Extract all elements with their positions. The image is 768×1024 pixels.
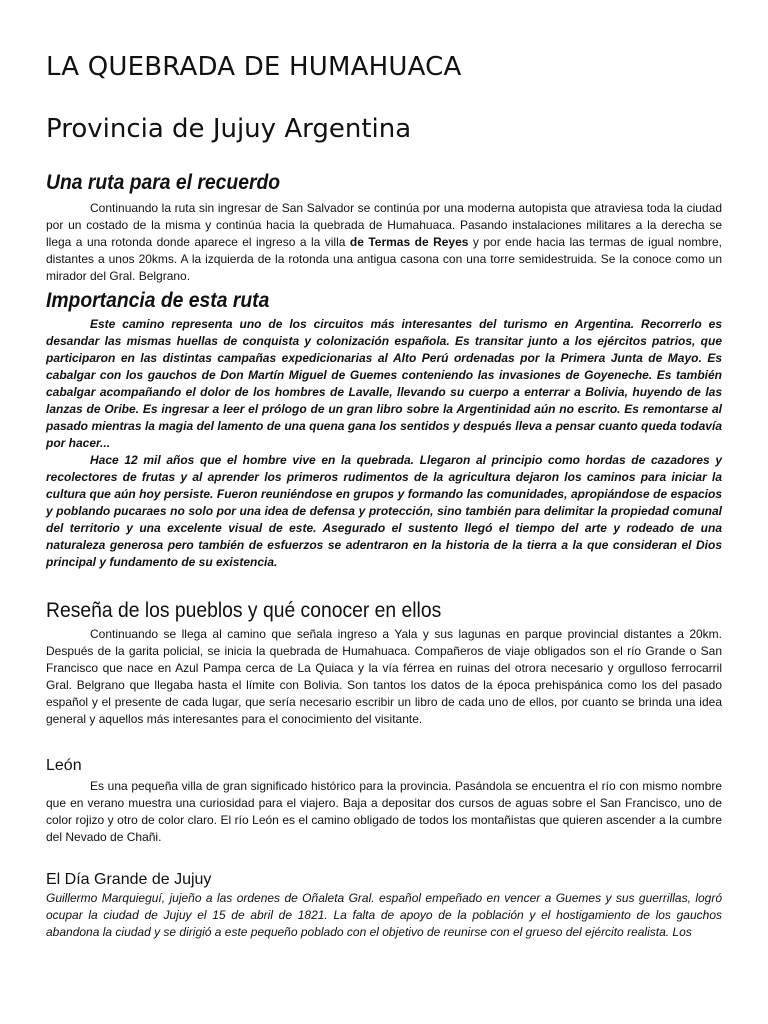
section-paragraph-dia-grande: Guillermo Marquieguí, jujeño a las ordenes de Oñaleta Gral. español empeñado en vencer a Guemes y sus guerrillas, logró ocupar la ciudad de Jujuy el 15 de abril de 1821. La falta de apoyo de la población y el hostigamiento de los gauchos abandona la ciudad y se dirigió a este pequeño poblado con el objetivo de reunirse con el grueso del ejército realista. Los [46, 891, 722, 939]
section-importancia [46, 288, 722, 571]
section-heading-importancia: Importancia de esta ruta [46, 289, 270, 312]
section-resena [46, 598, 722, 728]
section-paragraph-importancia-2: Hace 12 mil años que el hombre vive en la quebrada. Llegaron al principio como hordas de cazadores y recolectores de frutas y al aprender los primeros rudimentos de la agricultura dejaron los caminos para iniciar la cultura que aún hoy persiste. Fueron reuniéndose en grupos y formando las comunidades, apropiándose de espacios y poblando pucaraes no solo por una idea de defensa y protección, sino también para delimitar la propiedad comunal del territorio y una excelente visual de este. Asegurado el sustento llegó el tiempo del arte y rodeado de una naturaleza generosa pero también de esfuerzos se adentraron en la historia de la tierra a la que consideran el Dios principal y fundamento de su existencia. [46, 453, 722, 569]
paragraph-text: Continuando la ruta sin ingresar de San Salvador se continúa por una moderna autopista que atraviesa toda la ciudad por un costado de la misma y continúa hacia la quebrada de Humahuaca. Pasando instalaciones militares a la derecha se llega a una rotonda donde aparece el ingreso a la villa [46, 201, 722, 249]
paragraph-text: y por ende hacia las termas de igual nombre, distantes a unos 20kms. A la izquierda de la rotonda una antigua casona con una torre semidestruida. Se la conoce como un mirador del Gral. Belgrano. [46, 235, 723, 283]
document-subtitle: Provincia de Jujuy Argentina [46, 114, 412, 144]
section-ruta [46, 170, 722, 285]
section-paragraph-importancia-1: Este camino representa uno de los circuitos más interesantes del turismo en Argentina. Recorrerlo es desandar las mismas huellas de conquista y colonización española. Es transitar junto a los ejércitos patrios, que participaron en las distintas campañas expedicionarias al Alto Perú ordenadas por la Primera Junta de Mayo. Es cabalgar con los gauchos de Don Martín Miguel de Guemes conteniendo las invasiones de Goyeneche. Es también cabalgar acompañando el dolor de los hombres de Lavalle, llevando su cuerpo a enterrar a Bolivia, huyendo de las lanzas de Oribe. Es ingresar a leer el prólogo de un gran libro sobre la Argentinidad aún no escrito. Es remontarse al pasado mientras la magia del lamento de una quena gana los sentidos y después lleva a pensar cuanto queda todavía por hacer... [46, 317, 722, 450]
section-paragraph-resena: Continuando se llega al camino que señala ingreso a Yala y sus lagunas en parque provincial distantes a 20km. Después de la garita policial, se inicia la quebrada de Humahuaca. Compañeros de viaje obligados son el río Grande o San Francisco que nace en Azul Pampa cerca de La Quiaca y la vía férrea en ruinas del otrora necesario y orgulloso ferrocarril Gral. Belgrano que llegaba hasta el límite con Bolivia. Son tantos los datos de la época prehispánica como los del pasado español y el presente de cada lugar, que sería necesario escribir un libro de cada uno de ellos, por cuanto se brinda una idea general y aquellos más interesantes para el conocimiento del visitante. [46, 627, 722, 726]
section-dia-grande [46, 870, 722, 941]
paragraph-bold-text: de Termas de Reyes [349, 235, 469, 249]
document-title: LA QUEBRADA DE HUMAHUACA [46, 52, 462, 82]
section-heading-leon: León [46, 757, 82, 774]
section-paragraph-ruta [46, 200, 722, 285]
section-heading-ruta: Una ruta para el recuerdo [46, 171, 281, 194]
section-heading-dia-grande: El Día Grande de Jujuy [46, 871, 212, 888]
section-heading-resena: Reseña de los pueblos y qué conocer en ellos [46, 599, 442, 622]
section-paragraph-leon: Es una pequeña villa de gran significado histórico para la provincia. Pasándola se encuentra el río con mismo nombre que en verano muestra una curiosidad para el viajero. Baja a depositar dos cursos de aguas sobre el San Francisco, uno de color rojizo y otro de color claro. El río León es el camino obligado de todos los montañistas que quieren ascender a la cumbre del Nevado de Chañi. [46, 779, 722, 844]
section-leon [46, 756, 722, 846]
